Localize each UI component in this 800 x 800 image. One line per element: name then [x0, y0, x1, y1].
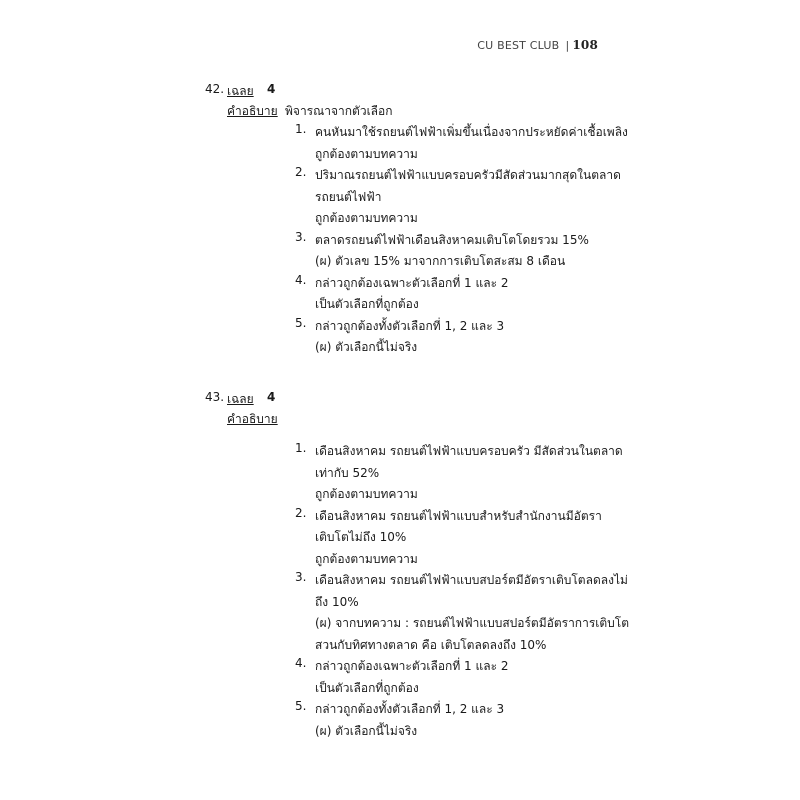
question-43 — [200, 390, 630, 742]
header-separator: | — [565, 39, 570, 52]
choice-item — [295, 699, 620, 742]
choice-text: ถูกต้องตามบทความ — [315, 146, 418, 161]
question-42 — [200, 82, 628, 359]
choice-item — [295, 505, 620, 571]
question-number: 42. — [205, 82, 225, 96]
choice-item — [295, 570, 630, 656]
choice-text: เป็นตัวเลือกที่ถูกต้อง — [315, 297, 419, 311]
question-number: 43. — [205, 390, 225, 404]
choice-text: คนหันมาใช้รถยนต์ไฟฟ้าเพิ่มขึ้นเนื่องจากประหยัดค่าเชื้อเพลิง — [315, 125, 628, 139]
choice-item — [295, 272, 620, 316]
choice-text: (ผ) ตัวเลข 15% มาจากการเติบโตสะสม 8 เดือน — [315, 254, 566, 268]
choice-text: (ผ) ตัวเลือกนี้ไม่จริง — [315, 723, 418, 738]
choice-number: 4. — [295, 656, 307, 670]
choice-text: กล่าวถูกต้องทั้งตัวเลือกที่ 1, 2 และ 3 — [315, 318, 505, 333]
choice-number: 4. — [295, 272, 307, 287]
choice-text: ถูกต้องตามบทความ — [315, 487, 418, 501]
choice-text: เป็นตัวเลือกที่ถูกต้อง — [315, 680, 419, 695]
page-number: 108 — [572, 38, 598, 52]
choice-text: ตลาดรถยนต์ไฟฟ้าเดือนสิงหาคมเติบโตโดยรวม 15% — [315, 232, 589, 247]
explanation-intro: พิจารณาจากตัวเลือก — [285, 104, 393, 118]
choice-item — [295, 229, 620, 273]
choice-text: เดือนสิงหาคม รถยนต์ไฟฟ้าแบบสำหรับสำนักงานมีอัตรา — [315, 508, 602, 523]
choice-text: สวนกับทิศทางตลาด คือ เติบโตลดลงถึง 10% — [315, 637, 547, 652]
choice-number: 3. — [295, 570, 307, 584]
choice-text: ถึง 10% — [315, 594, 359, 609]
choice-text: เท่ากับ 52% — [315, 465, 380, 480]
answer-label: เฉลย — [227, 392, 254, 406]
choice-text: เติบโตไม่ถึง 10% — [315, 530, 407, 544]
choice-text: ปริมาณรถยนต์ไฟฟ้าแบบครอบครัวมีสัดส่วนมากสุดในตลาด — [315, 168, 621, 182]
choice-text: เดือนสิงหาคม รถยนต์ไฟฟ้าแบบครอบครัว มีสัดส่วนในตลาด — [315, 444, 623, 458]
choice-item — [295, 315, 620, 359]
choice-text: (ผ) ตัวเลือกนี้ไม่จริง — [315, 340, 418, 354]
choice-text: กล่าวถูกต้องเฉพาะตัวเลือกที่ 1 และ 2 — [315, 659, 509, 673]
choice-number: 1. — [295, 122, 307, 136]
choice-item — [295, 122, 628, 165]
choice-text: (ผ) จากบทความ : รถยนต์ไฟฟ้าแบบสปอร์ตมีอัตราการเติบโต — [315, 616, 630, 630]
answer-value: 4 — [267, 82, 276, 96]
choice-number: 5. — [295, 315, 307, 330]
choice-text: กล่าวถูกต้องทั้งตัวเลือกที่ 1, 2 และ 3 — [315, 702, 505, 716]
answer-value: 4 — [267, 390, 276, 404]
header-brand: CU BEST CLUB — [477, 39, 560, 52]
choice-text: กล่าวถูกต้องเฉพาะตัวเลือกที่ 1 และ 2 — [315, 275, 509, 290]
choice-number: 1. — [295, 441, 307, 455]
choice-text: ถูกต้องตามบทความ — [315, 211, 418, 225]
choice-number: 3. — [295, 229, 307, 244]
choice-number: 2. — [295, 165, 307, 179]
page-header — [477, 38, 598, 52]
choice-item — [295, 165, 621, 230]
choice-item — [295, 656, 620, 699]
choice-number: 2. — [295, 505, 307, 520]
choice-item — [295, 441, 623, 506]
explanation-label: คำอธิบาย — [227, 412, 278, 426]
explanation-label: คำอธิบาย — [227, 104, 278, 118]
choice-text: เดือนสิงหาคม รถยนต์ไฟฟ้าแบบสปอร์ตมีอัตราเติบโตลดลงไม่ — [315, 573, 628, 587]
answer-label: เฉลย — [227, 84, 254, 98]
choice-text: ถูกต้องตามบทความ — [315, 551, 418, 566]
choice-text: รถยนต์ไฟฟ้า — [315, 189, 382, 204]
choice-number: 5. — [295, 699, 307, 713]
